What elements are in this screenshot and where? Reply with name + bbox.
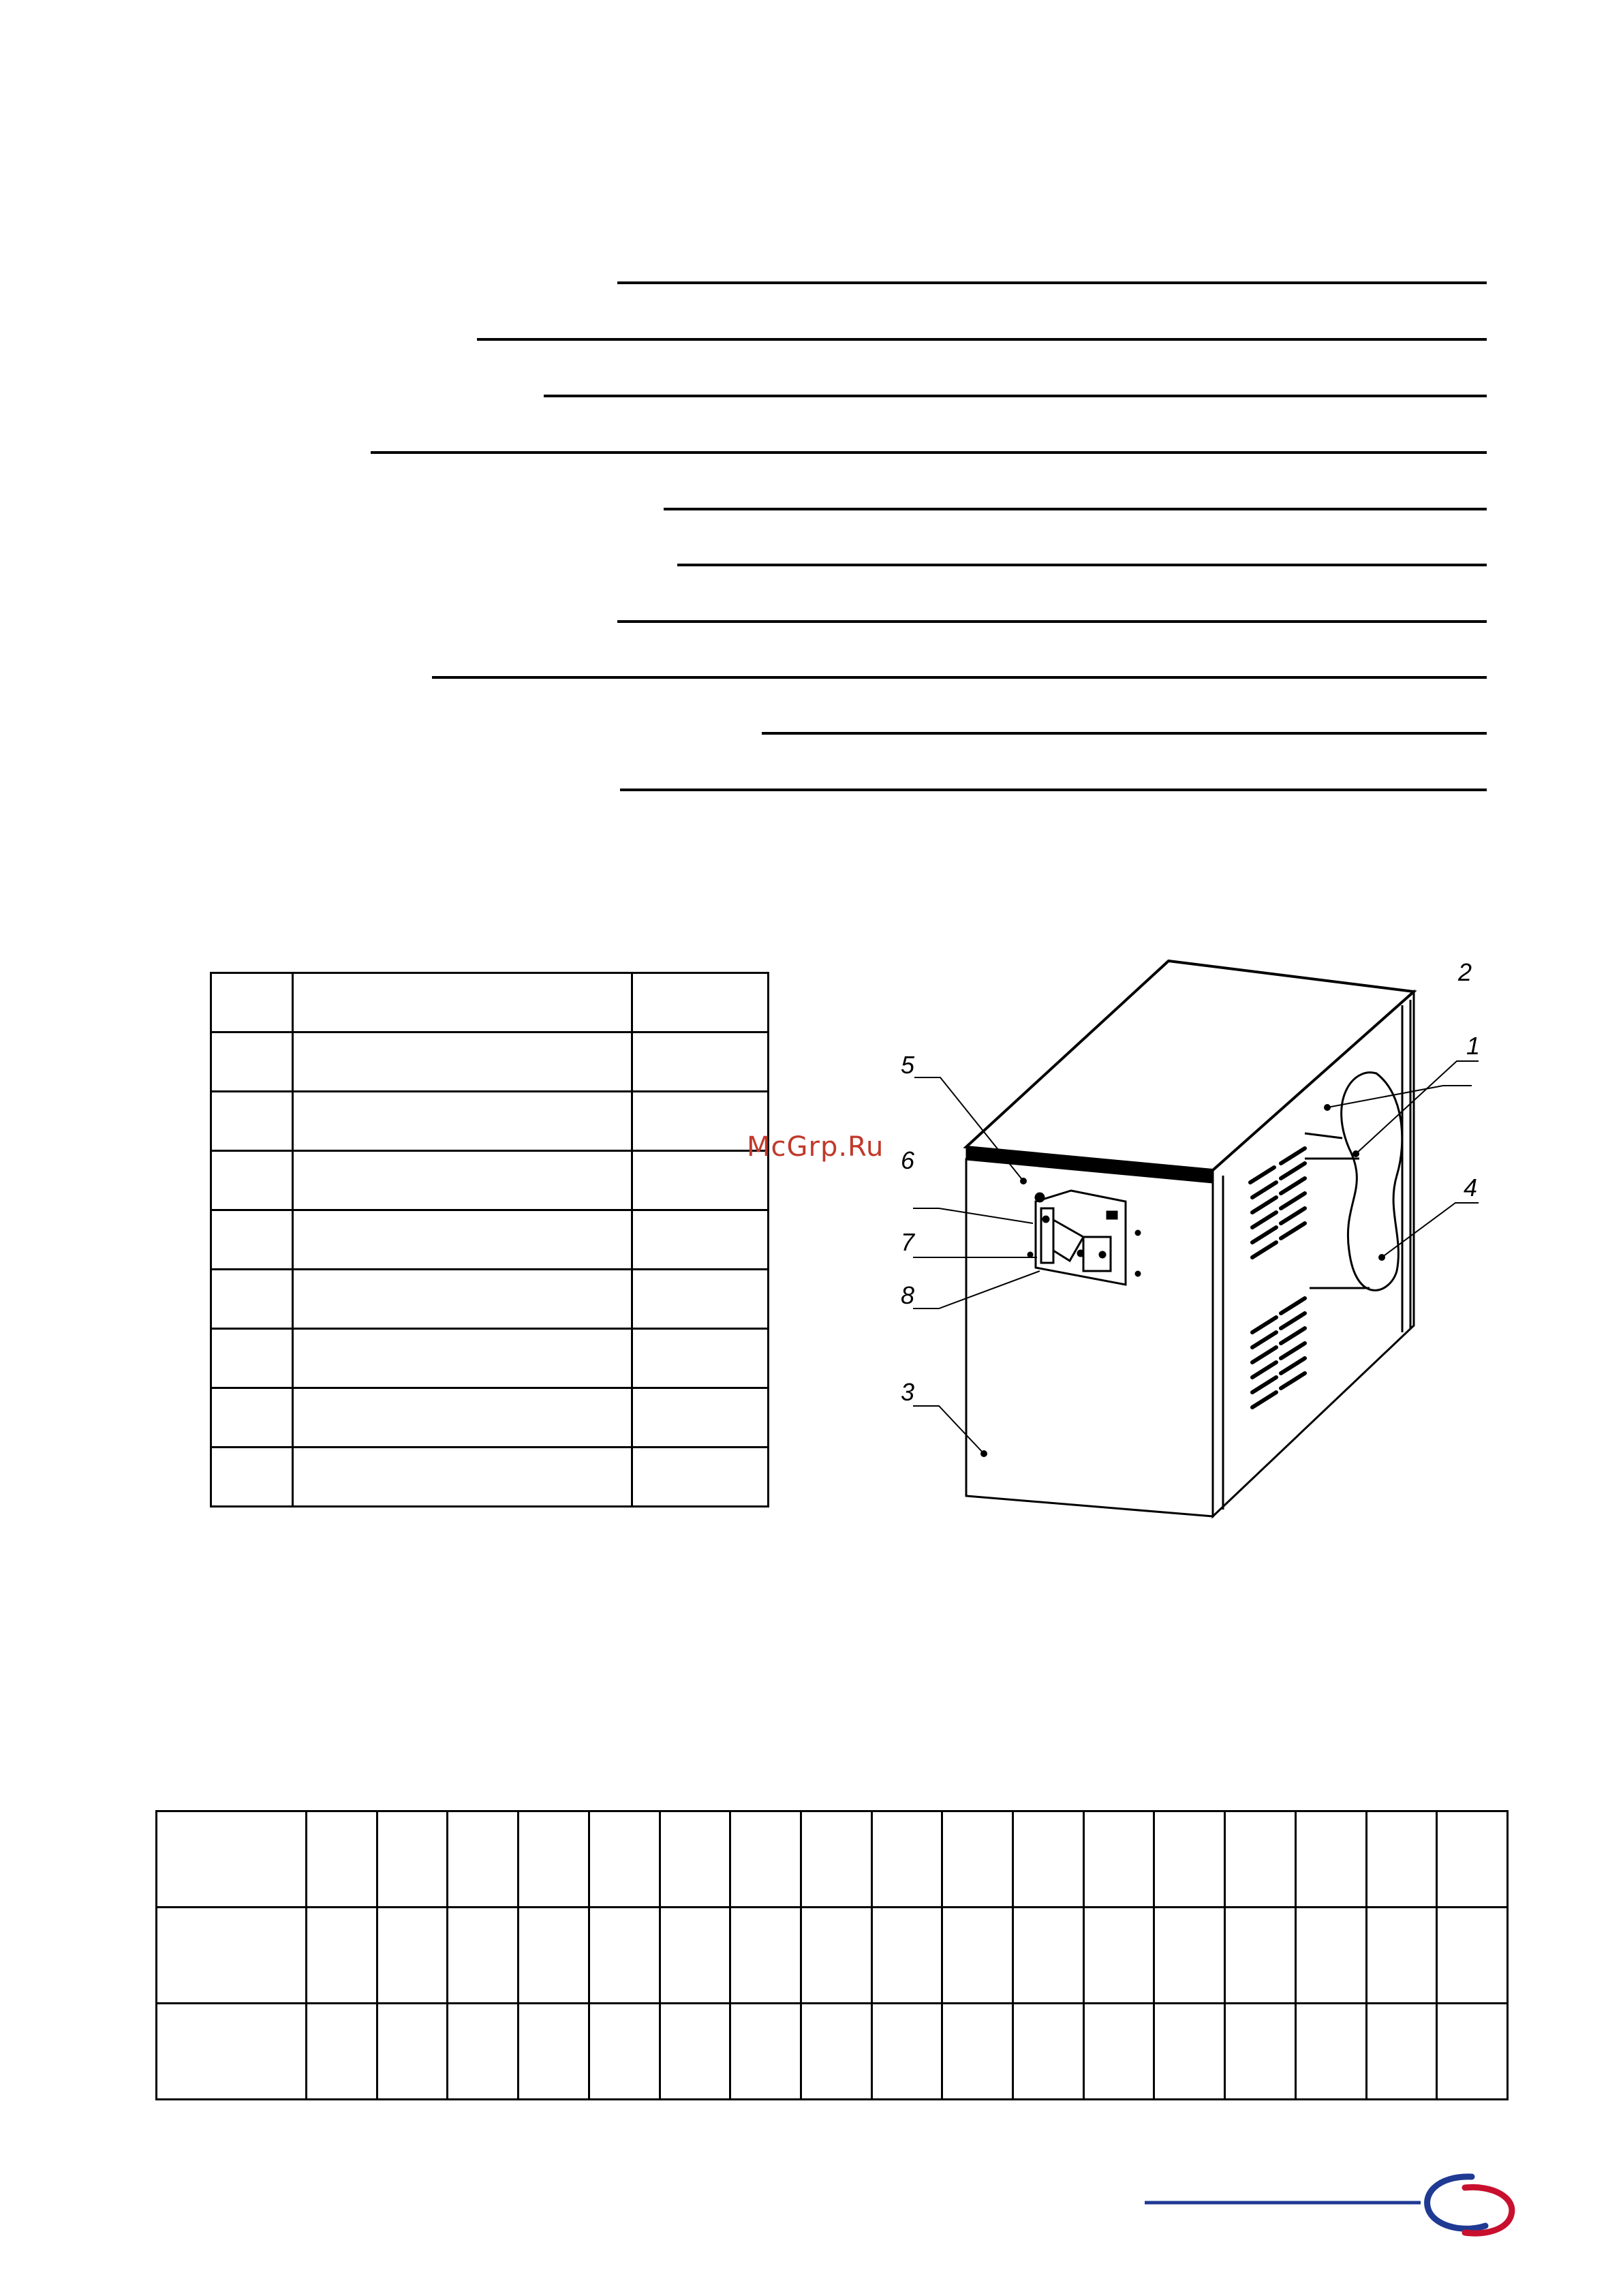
leader-lines	[913, 1061, 1479, 1456]
parts-table	[210, 972, 769, 1507]
blank-line-7	[617, 620, 1487, 623]
table-row	[157, 2004, 1508, 2100]
table-row	[211, 1092, 769, 1151]
device-figure	[879, 951, 1492, 1530]
grid-table	[155, 1810, 1509, 2100]
brand-logo-icon	[1145, 2167, 1526, 2242]
callout-8: 8	[901, 1281, 915, 1309]
callout-7: 7	[901, 1228, 915, 1256]
table-row	[211, 1210, 769, 1270]
callout-5: 5	[901, 1051, 915, 1079]
callout-3: 3	[901, 1378, 915, 1406]
table-row	[211, 1151, 769, 1210]
callout-4: 4	[1464, 1174, 1478, 1201]
callout-6: 6	[901, 1146, 915, 1174]
vent-slots-upper	[1250, 1148, 1305, 1257]
vent-slots-lower	[1252, 1298, 1305, 1407]
blank-line-10	[620, 789, 1487, 791]
table-row	[211, 1448, 769, 1507]
table-row	[211, 1270, 769, 1329]
watermark: McGrp.Ru	[747, 1131, 884, 1163]
callout-1: 1	[1466, 1032, 1481, 1060]
side-panel	[1213, 992, 1414, 1516]
table-row	[211, 1388, 769, 1448]
table-row	[211, 1032, 769, 1092]
connector-block	[1028, 1191, 1140, 1285]
blank-line-9	[762, 732, 1487, 735]
blank-line-8	[432, 676, 1487, 679]
blank-line-4	[371, 451, 1487, 454]
table-row	[157, 1908, 1508, 2004]
top-lid	[966, 961, 1414, 1170]
blank-line-3	[544, 395, 1487, 397]
handle-cutout	[1342, 1073, 1402, 1291]
table-row	[211, 973, 769, 1032]
blank-line-2	[477, 338, 1487, 341]
table-row	[157, 1811, 1508, 1908]
blank-line-1	[617, 281, 1487, 284]
front-panel	[966, 1159, 1213, 1516]
table-row	[211, 1329, 769, 1388]
callout-2: 2	[1458, 958, 1472, 986]
blank-line-5	[664, 508, 1487, 510]
blank-line-6	[677, 564, 1487, 566]
